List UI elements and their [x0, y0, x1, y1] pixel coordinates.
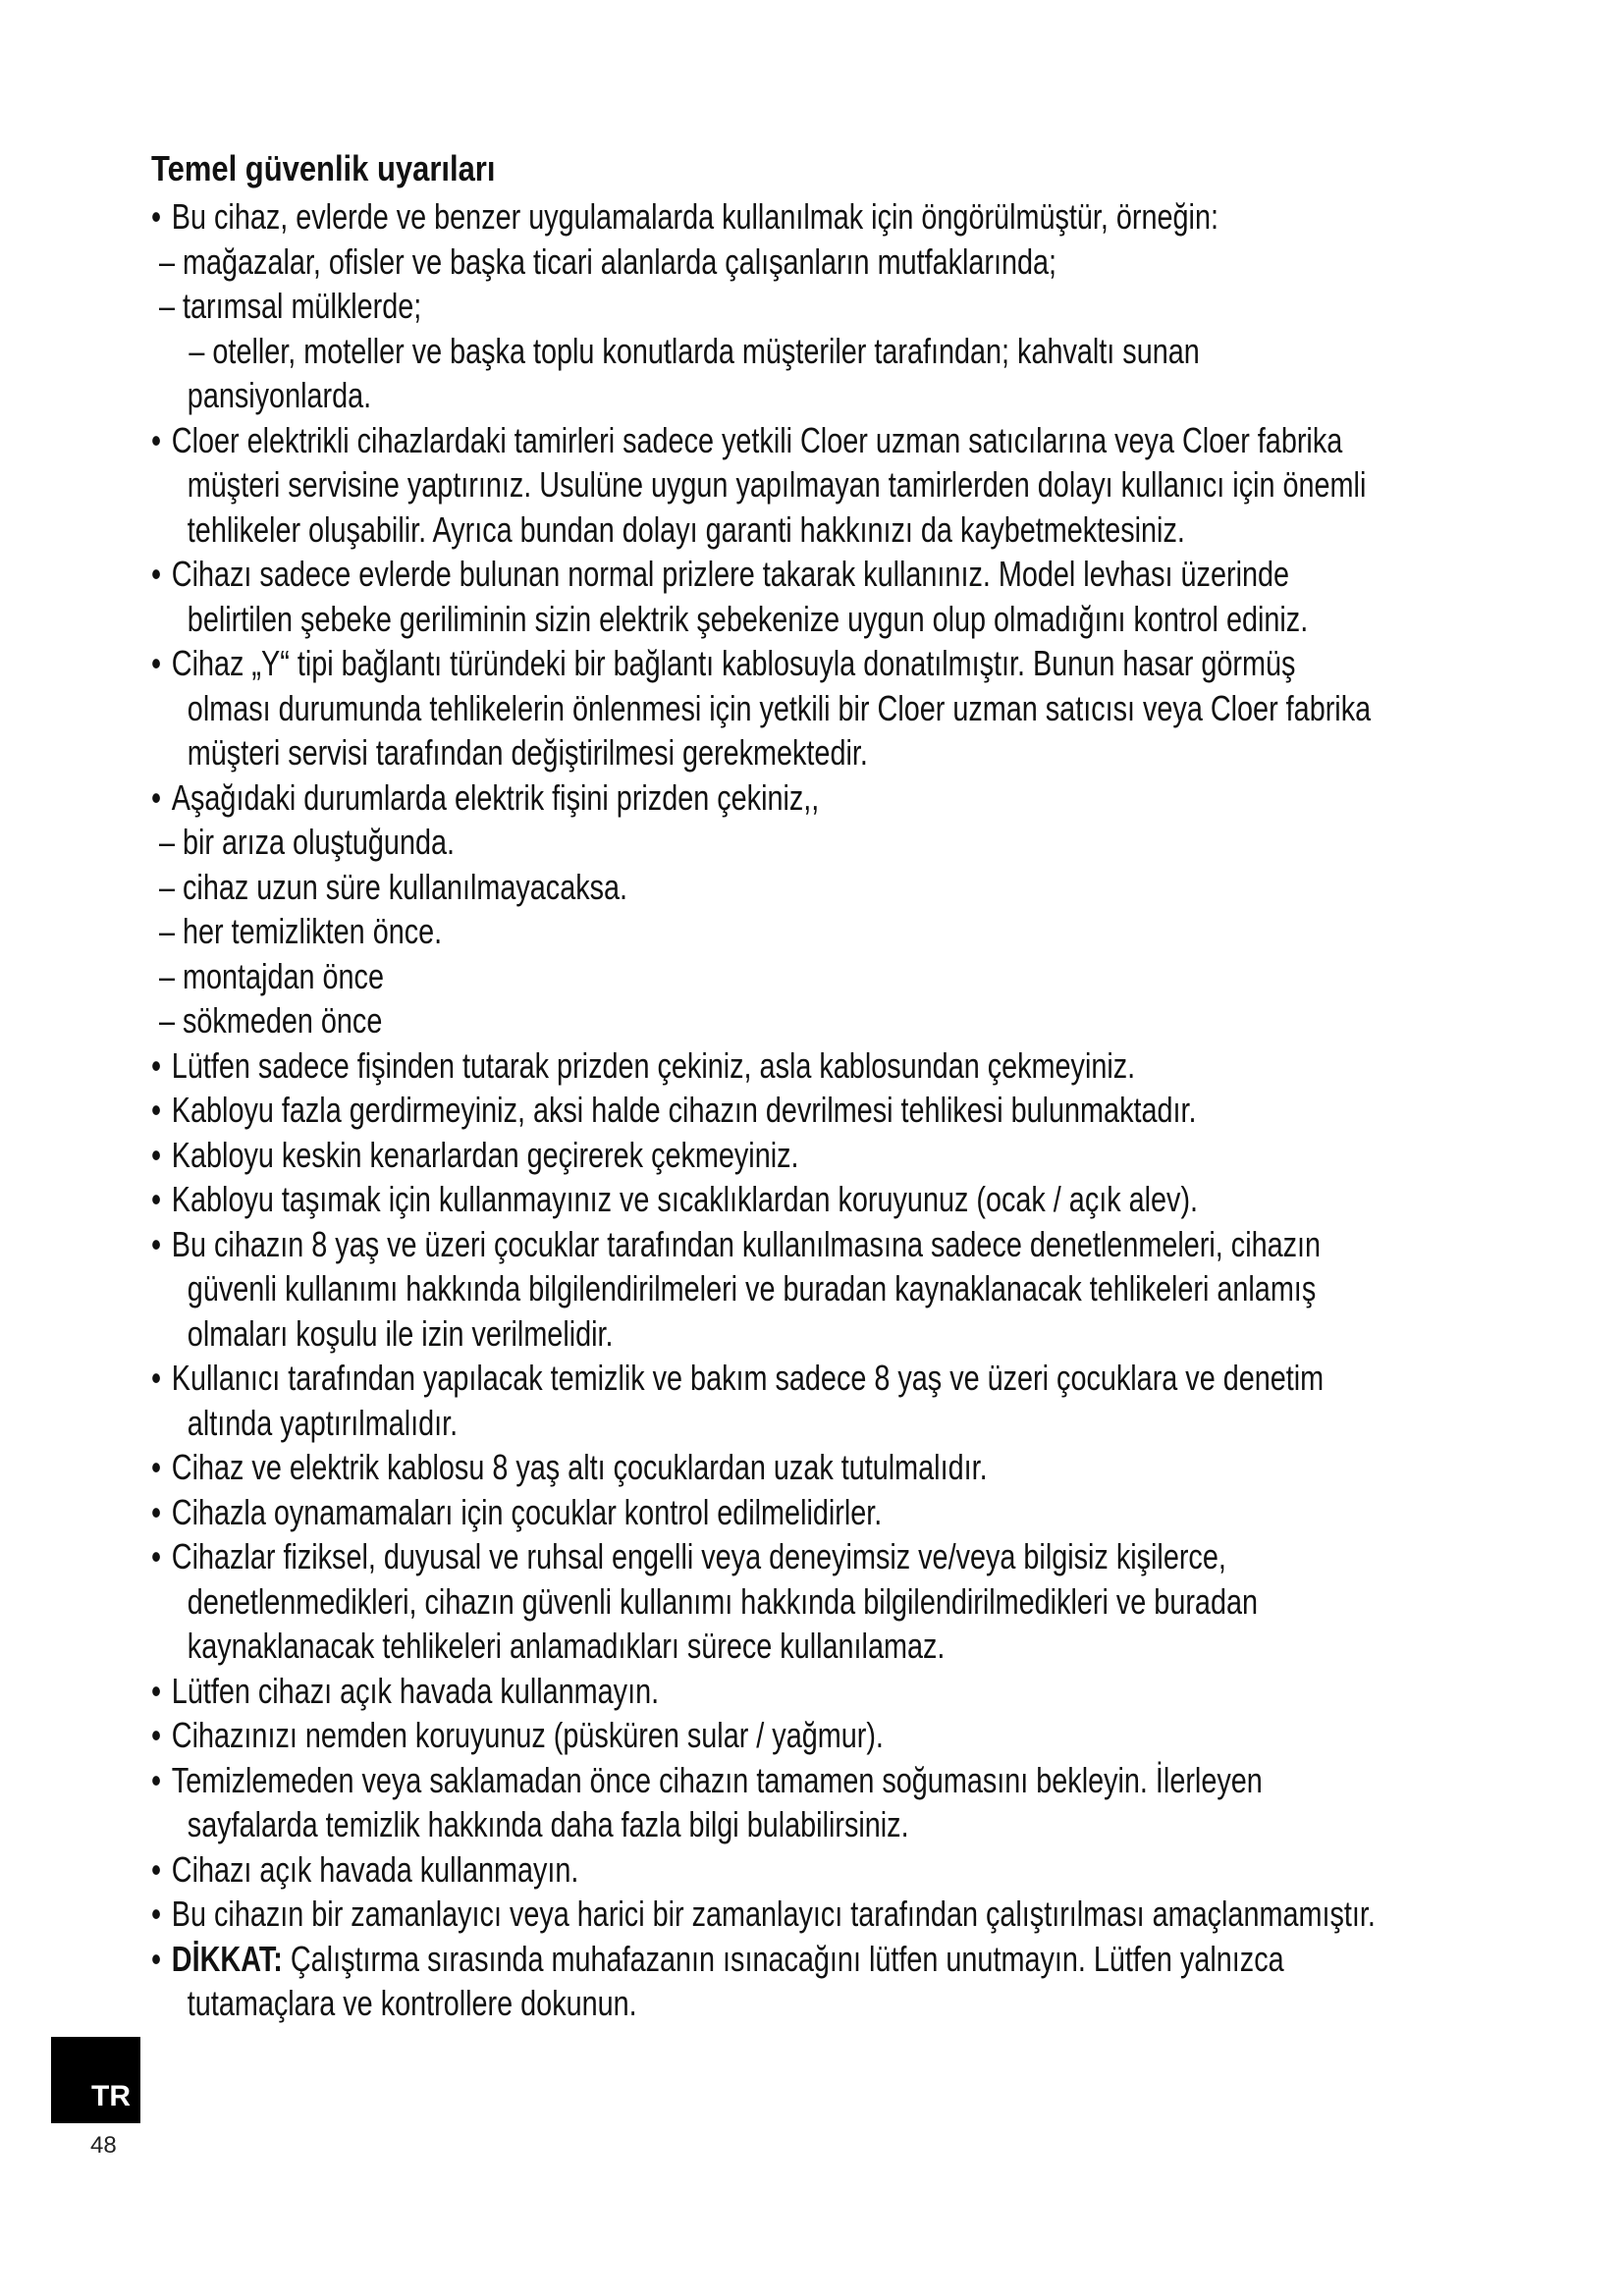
sub-list-item-text: – bir arıza oluştuğunda.	[159, 822, 455, 862]
list-item-text: Kabloyu taşımak için kullanmayınız ve sıcaklıklardan koruyunuz (ocak / açık alev).	[171, 1179, 1199, 1219]
language-badge-label: TR	[91, 2080, 131, 2112]
list-item-text: Kabloyu fazla gerdirmeyiniz, aksi halde cihazın devrilmesi tehlikesi bulunmaktadır.	[171, 1090, 1197, 1130]
sub-list-item	[151, 820, 1276, 865]
bullet-icon: •	[151, 1536, 162, 1576]
sub-list-item	[151, 865, 1276, 910]
list-item	[151, 1713, 1276, 1758]
list-item-text: Cihaz „Y“ tipi bağlantı türündeki bir bağlantı kablosuyla donatılmıştır. Bunun hasar görmüş	[171, 643, 1296, 683]
list-item	[151, 1534, 1276, 1579]
continuation-text: tehlikeler oluşabilir. Ayrıca bundan dolayı garanti hakkınızı da kaybetmektesiniz.	[187, 508, 1185, 550]
list-item	[151, 418, 1343, 463]
language-badge	[51, 2037, 140, 2123]
bullet-icon: •	[151, 1044, 162, 1086]
list-item	[151, 1222, 1322, 1267]
sub-list-item	[151, 329, 1276, 374]
continuation-text: olmaları koşulu ile izin verilmelidir.	[187, 1312, 614, 1354]
sub-list-item-text: – mağazalar, ofisler ve başka ticari alanlarda çalışanların mutfaklarında;	[159, 240, 1057, 282]
list-item-text: Cihazı sadece evlerde bulunan normal prizlere takarak kullanınız. Model levhası üzerinde	[171, 554, 1290, 594]
list-item	[151, 1892, 1376, 1937]
continuation-text: kaynaklanacak tehlikeleri anlamadıkları sürece kullanılamaz.	[187, 1626, 946, 1666]
list-item-continuation	[151, 686, 1372, 731]
list-item-continuation	[151, 462, 1367, 507]
list-item-text: Cloer elektrikli cihazlardaki tamirleri sadece yetkili Cloer uzman satıcılarına veya Cloer fabrika	[171, 419, 1343, 460]
list-item-continuation	[151, 1802, 1276, 1847]
list-item	[151, 1847, 1276, 1893]
sub-list-item-text: – oteller, moteller ve başka toplu konutlarda müşteriler tarafından; kahvaltı sunan	[189, 330, 1200, 371]
list-item-text: Bu cihazın bir zamanlayıcı veya harici bir zamanlayıcı tarafından çalıştırılması amaçlanmamıştır.	[171, 1894, 1376, 1934]
continuation-text: müşteri servisi tarafından değiştirilmesi gerekmektedir.	[187, 732, 868, 773]
bullet-icon: •	[151, 1223, 162, 1264]
list-item-text: Kullanıcı tarafından yapılacak temizlik ve bakım sadece 8 yaş ve üzeri çocuklara ve denetim	[171, 1358, 1325, 1398]
list-item-text: Bu cihazın 8 yaş ve üzeri çocuklar tarafından kullanılmasına sadece denetlenmeleri, cihazın	[171, 1223, 1322, 1264]
list-item-text: Cihazla oynamamaları için çocuklar kontrol edilmelidirler.	[171, 1491, 883, 1532]
list-item-text: Lütfen cihazı açık havada kullanmayın.	[171, 1670, 660, 1711]
bullet-icon: •	[151, 1715, 162, 1755]
continuation-text: tutamaçlara ve kontrollere dokunun.	[187, 1983, 637, 2023]
continuation-text: pansiyonlarda.	[187, 375, 372, 415]
continuation-text: güvenli kullanımı hakkında bilgilendirilmeleri ve buradan kaynaklanacak tehlikeleri anlamış	[187, 1268, 1317, 1308]
list-item-text: Cihazınızı nemden koruyunuz (püsküren sular / yağmur).	[171, 1715, 884, 1755]
list-item	[151, 1445, 1276, 1490]
list-item-text: Cihaz ve elektrik kablosu 8 yaş altı çocuklardan uzak tutulmalıdır.	[171, 1447, 988, 1487]
bullet-icon: •	[151, 1759, 162, 1800]
list-item	[151, 1490, 1276, 1535]
list-item	[151, 194, 1276, 240]
list-item	[151, 1088, 1276, 1133]
list-item	[151, 1669, 1276, 1714]
continuation-text: sayfalarda temizlik hakkında daha fazla bilgi bulabilirsiniz.	[187, 1804, 909, 1844]
list-item-continuation	[151, 1311, 1276, 1357]
list-item	[151, 775, 1276, 821]
list-item-continuation	[151, 1981, 1276, 2026]
sub-list-item-text: – cihaz uzun süre kullanılmayacaksa.	[159, 866, 628, 907]
list-item-continuation	[151, 1401, 1276, 1446]
list-item-text: Çalıştırma sırasında muhafazanın ısınacağını lütfen unutmayın. Lütfen yalnızca	[290, 1938, 1284, 1979]
list-item	[151, 641, 1296, 686]
bullet-icon: •	[151, 1447, 162, 1487]
bullet-icon: •	[151, 1358, 162, 1398]
list-item-text: Cihazı açık havada kullanmayın.	[171, 1848, 579, 1890]
sub-list-item	[151, 284, 1276, 329]
continuation-text: olması durumunda tehlikelerin önlenmesi için yetkili bir Cloer uzman satıcısı veya Cloer fabrika	[187, 687, 1372, 728]
continuation-text: altında yaptırılmalıdır.	[187, 1402, 459, 1443]
sub-list-item-continuation	[151, 373, 1276, 418]
list-item-text: Aşağıdaki durumlarda elektrik fişini prizden çekiniz,,	[171, 776, 820, 818]
bullet-icon: •	[151, 1670, 162, 1711]
list-item-continuation	[151, 507, 1276, 553]
sub-list-item-text: – her temizlikten önce.	[159, 911, 443, 951]
bullet-icon: •	[151, 1938, 162, 1979]
sub-list-item-text: – montajdan önce	[159, 955, 384, 996]
list-item-text: Cihazlar fiziksel, duyusal ve ruhsal engelli veya deneyimsiz ve/veya bilgisiz kişilerce,	[171, 1536, 1226, 1576]
list-item-text: Temizlemeden veya saklamadan önce cihazın tamamen soğumasını bekleyin. İlerleyen	[171, 1759, 1263, 1800]
safety-warnings-list	[151, 194, 1557, 2026]
list-item-text: Kabloyu keskin kenarlardan geçirerek çekmeyiniz.	[171, 1134, 799, 1175]
sub-list-item	[151, 998, 1276, 1043]
document-body	[151, 147, 1557, 2026]
bullet-icon: •	[151, 776, 162, 818]
bullet-icon: •	[151, 554, 162, 594]
continuation-text: müşteri servisine yaptırınız. Usulüne uygun yapılmayan tamirlerden dolayı kullanıcı için önemli	[187, 464, 1367, 505]
list-item	[151, 552, 1290, 597]
sub-list-item	[151, 240, 1276, 285]
bullet-icon: •	[151, 1179, 162, 1219]
list-item-text: Bu cihaz, evlerde ve benzer uygulamalarda kullanılmak için öngörülmüştür, örneğin:	[171, 196, 1218, 237]
bullet-icon: •	[151, 196, 162, 237]
list-item	[151, 1937, 1284, 1982]
bullet-icon: •	[151, 1090, 162, 1130]
bullet-icon: •	[151, 1894, 162, 1934]
warning-label: DİKKAT:	[171, 1938, 291, 1979]
list-item-continuation	[151, 730, 1276, 775]
bullet-icon: •	[151, 643, 162, 683]
list-item	[151, 1177, 1276, 1222]
sub-list-item-text: – sökmeden önce	[159, 1000, 383, 1041]
bullet-icon: •	[151, 419, 162, 460]
bullet-icon: •	[151, 1491, 162, 1532]
page-number: 48	[90, 2132, 117, 2159]
list-item-continuation	[151, 1579, 1276, 1625]
list-item	[151, 1133, 1276, 1178]
continuation-text: belirtilen şebeke geriliminin sizin elektrik şebekenize uygun olup olmadığını kontrol ediniz.	[187, 598, 1309, 639]
continuation-text: denetlenmedikleri, cihazın güvenli kullanımı hakkında bilgilendirilmedikleri ve buradan	[187, 1580, 1258, 1622]
bullet-icon: •	[151, 1134, 162, 1175]
sub-list-item	[151, 954, 1276, 999]
list-item-continuation	[151, 1624, 1276, 1669]
list-item-continuation	[151, 1266, 1317, 1311]
list-item-text: Lütfen sadece fişinden tutarak prizden çekiniz, asla kablosundan çekmeyiniz.	[171, 1044, 1136, 1086]
page-title: Temel güvenlik uyarıları	[151, 148, 496, 188]
list-item-continuation	[151, 597, 1309, 642]
list-item	[151, 1758, 1276, 1803]
list-item	[151, 1043, 1276, 1089]
sub-list-item	[151, 909, 1276, 954]
bullet-icon: •	[151, 1848, 162, 1890]
list-item	[151, 1356, 1325, 1401]
sub-list-item-text: – tarımsal mülklerde;	[159, 286, 422, 326]
